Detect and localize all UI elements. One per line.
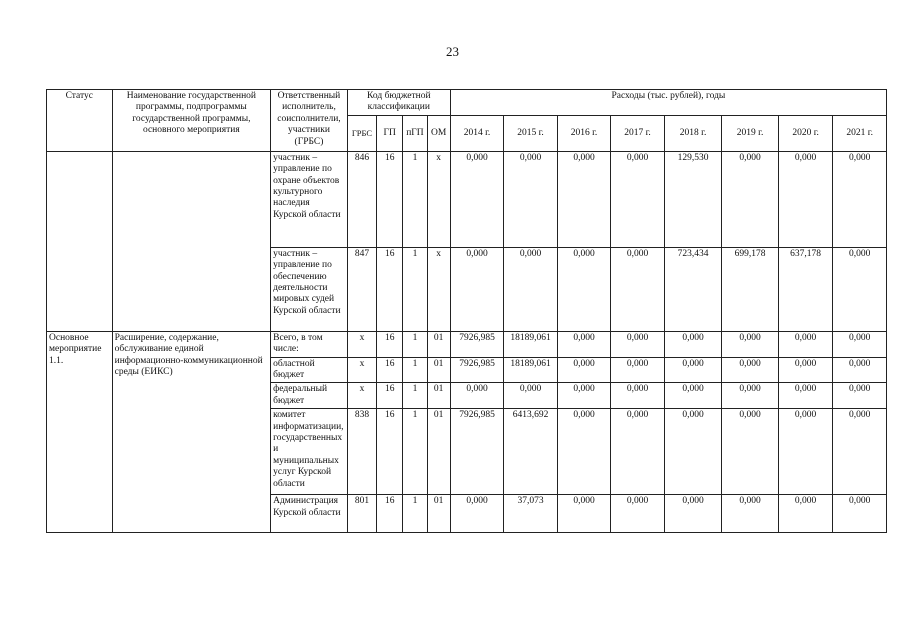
value-cell: 0,000	[611, 247, 665, 331]
code-cell: 01	[427, 357, 450, 383]
value-cell: 0,000	[611, 357, 665, 383]
header-year: 2015 г.	[504, 115, 558, 151]
executor-cell: областной бюджет	[271, 357, 348, 383]
header-code-om: ОМ	[427, 115, 450, 151]
code-cell: 1	[403, 383, 427, 409]
header-expenses: Расходы (тыс. рублей), годы	[450, 90, 886, 116]
value-cell: 0,000	[664, 331, 722, 357]
value-cell: 0,000	[450, 247, 504, 331]
value-cell: 0,000	[450, 383, 504, 409]
value-cell: 0,000	[722, 151, 779, 247]
header-code-grbs: ГРБС	[347, 115, 376, 151]
code-cell: 846	[347, 151, 376, 247]
value-cell: 7926,985	[450, 331, 504, 357]
code-cell: 16	[377, 383, 403, 409]
code-cell: 01	[427, 331, 450, 357]
code-cell: 01	[427, 409, 450, 495]
value-cell: 0,000	[833, 247, 887, 331]
value-cell: 0,000	[450, 151, 504, 247]
value-cell: 0,000	[778, 383, 833, 409]
code-cell: 16	[377, 151, 403, 247]
value-cell: 699,178	[722, 247, 779, 331]
value-cell: 0,000	[611, 383, 665, 409]
value-cell: 0,000	[557, 495, 611, 533]
value-cell: 0,000	[778, 409, 833, 495]
value-cell: 7926,985	[450, 409, 504, 495]
executor-cell: участник – управление по обеспечению деятельности мировых судей Курской области	[271, 247, 348, 331]
header-name: Наименование государственной программы, подпрограммы государственной программы, основного мероприятия	[112, 90, 271, 152]
header-year: 2020 г.	[778, 115, 833, 151]
value-cell: 0,000	[611, 409, 665, 495]
code-cell: х	[347, 357, 376, 383]
value-cell: 0,000	[557, 331, 611, 357]
code-cell: 16	[377, 331, 403, 357]
value-cell: 0,000	[504, 151, 558, 247]
value-cell: 723,434	[664, 247, 722, 331]
code-cell: 16	[377, 495, 403, 533]
code-cell: 16	[377, 409, 403, 495]
code-cell: х	[427, 151, 450, 247]
code-cell: 16	[377, 247, 403, 331]
value-cell: 7926,985	[450, 357, 504, 383]
value-cell: 0,000	[722, 409, 779, 495]
value-cell: 0,000	[664, 357, 722, 383]
code-cell: 16	[377, 357, 403, 383]
name-cell	[112, 151, 271, 331]
value-cell: 0,000	[833, 357, 887, 383]
table-row	[47, 331, 887, 357]
code-cell: 1	[403, 409, 427, 495]
value-cell: 6413,692	[504, 409, 558, 495]
value-cell: 0,000	[722, 495, 779, 533]
value-cell: 0,000	[833, 495, 887, 533]
value-cell: 0,000	[557, 383, 611, 409]
code-cell: 1	[403, 247, 427, 331]
value-cell: 0,000	[778, 331, 833, 357]
value-cell: 0,000	[450, 495, 504, 533]
code-cell: х	[347, 383, 376, 409]
value-cell: 0,000	[557, 409, 611, 495]
value-cell: 0,000	[833, 383, 887, 409]
header-year: 2019 г.	[722, 115, 779, 151]
header-year: 2014 г.	[450, 115, 504, 151]
code-cell: 1	[403, 495, 427, 533]
budget-table	[46, 89, 887, 533]
value-cell: 637,178	[778, 247, 833, 331]
value-cell: 0,000	[504, 383, 558, 409]
code-cell: 1	[403, 357, 427, 383]
code-cell: 1	[403, 151, 427, 247]
value-cell: 0,000	[722, 331, 779, 357]
executor-cell: участник – управление по охране объектов культурного наследия Курской области	[271, 151, 348, 247]
value-cell: 0,000	[611, 331, 665, 357]
code-cell: 01	[427, 495, 450, 533]
header-budget-code: Код бюджетной классификации	[347, 90, 450, 116]
value-cell: 0,000	[833, 151, 887, 247]
code-cell: 847	[347, 247, 376, 331]
status-cell	[47, 151, 113, 331]
header-row-top	[47, 90, 887, 116]
status-cell: Основное мероприятие 1.1.	[47, 331, 113, 532]
code-cell: 838	[347, 409, 376, 495]
header-year: 2016 г.	[557, 115, 611, 151]
header-code-pgp: пГП	[403, 115, 427, 151]
value-cell: 0,000	[504, 247, 558, 331]
header-executor: Ответственный исполнитель, соисполнители, участники (ГРБС)	[271, 90, 348, 152]
value-cell: 0,000	[722, 357, 779, 383]
value-cell: 0,000	[722, 383, 779, 409]
executor-cell: Администрация Курской области	[271, 495, 348, 533]
value-cell: 37,073	[504, 495, 558, 533]
value-cell: 0,000	[664, 495, 722, 533]
header-year: 2018 г.	[664, 115, 722, 151]
value-cell: 0,000	[778, 495, 833, 533]
code-cell: 1	[403, 331, 427, 357]
header-status: Статус	[47, 90, 113, 152]
value-cell: 18189,061	[504, 357, 558, 383]
value-cell: 0,000	[664, 383, 722, 409]
table-row	[47, 151, 887, 247]
value-cell: 0,000	[778, 357, 833, 383]
value-cell: 0,000	[833, 331, 887, 357]
value-cell: 0,000	[557, 357, 611, 383]
value-cell: 0,000	[664, 409, 722, 495]
header-year: 2017 г.	[611, 115, 665, 151]
value-cell: 0,000	[557, 151, 611, 247]
value-cell: 0,000	[611, 151, 665, 247]
code-cell: х	[427, 247, 450, 331]
code-cell: 801	[347, 495, 376, 533]
header-code-gp: ГП	[377, 115, 403, 151]
value-cell: 0,000	[557, 247, 611, 331]
code-cell: х	[347, 331, 376, 357]
value-cell: 18189,061	[504, 331, 558, 357]
executor-cell: Всего, в том числе:	[271, 331, 348, 357]
value-cell: 0,000	[833, 409, 887, 495]
value-cell: 0,000	[611, 495, 665, 533]
executor-cell: федеральный бюджет	[271, 383, 348, 409]
name-cell: Расширение, содержание, обслуживание единой информационно-коммуникационной среды (ЕИКС)	[112, 331, 271, 532]
header-year: 2021 г.	[833, 115, 887, 151]
value-cell: 129,530	[664, 151, 722, 247]
page-number: 23	[446, 44, 459, 59]
value-cell: 0,000	[778, 151, 833, 247]
executor-cell: комитет информатизации, государственных и муниципальных услуг Курской области	[271, 409, 348, 495]
code-cell: 01	[427, 383, 450, 409]
